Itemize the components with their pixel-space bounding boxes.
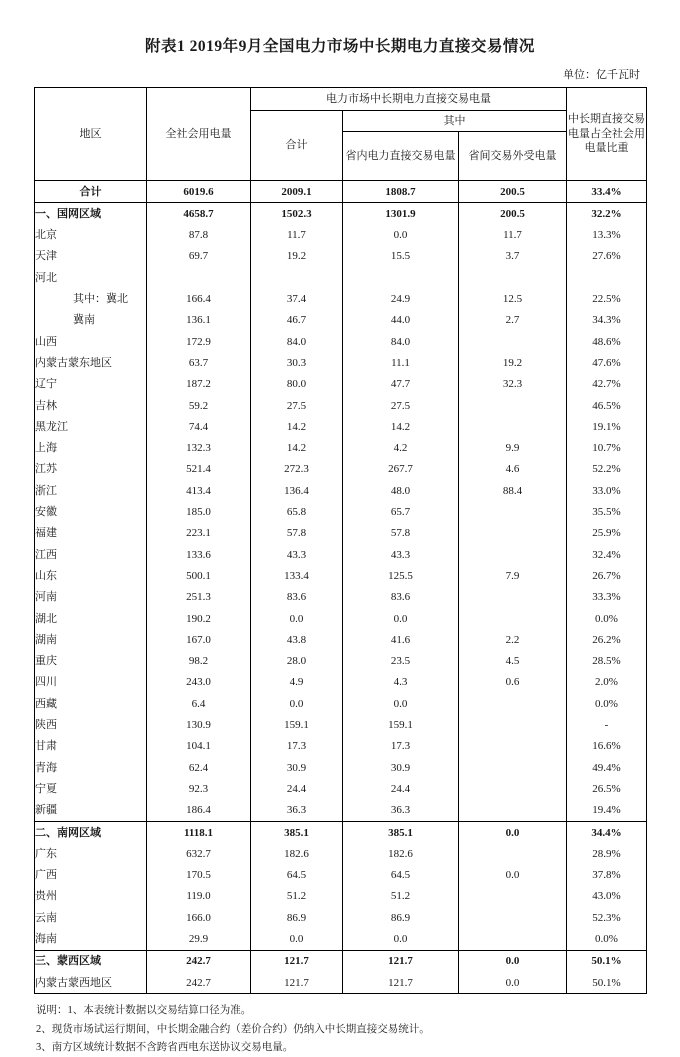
notes-block (34, 1002, 646, 1057)
table-row (35, 438, 647, 459)
row-region-label: 吉林 (35, 395, 147, 416)
row-value-b: 83.6 (251, 587, 343, 608)
row-value-a: 104.1 (147, 736, 251, 757)
row-value-d (459, 778, 567, 799)
row-value-b: 84.0 (251, 331, 343, 352)
table-row (35, 651, 647, 672)
row-value-b: 1502.3 (251, 203, 343, 225)
row-value-b: 43.3 (251, 544, 343, 565)
row-value-b: 121.7 (251, 950, 343, 972)
row-value-c: 36.3 (343, 800, 459, 822)
row-value-b: 11.7 (251, 225, 343, 246)
row-value-e: 42.7% (567, 374, 647, 395)
row-region-label: 二、南网区域 (35, 821, 147, 843)
row-value-b: 14.2 (251, 438, 343, 459)
table-row (35, 693, 647, 714)
data-table (34, 87, 647, 994)
row-value-c: 125.5 (343, 565, 459, 586)
row-value-a: 500.1 (147, 565, 251, 586)
row-value-d (459, 544, 567, 565)
table-row (35, 565, 647, 586)
table-row (35, 459, 647, 480)
row-value-e: 10.7% (567, 438, 647, 459)
row-value-c: 121.7 (343, 972, 459, 994)
row-value-e: 48.6% (567, 331, 647, 352)
row-value-d: 2.7 (459, 310, 567, 331)
row-value-a: 186.4 (147, 800, 251, 822)
table-row (35, 907, 647, 928)
row-region-label: 四川 (35, 672, 147, 693)
row-value-d: 7.9 (459, 565, 567, 586)
row-value-d: 200.5 (459, 203, 567, 225)
row-value-d (459, 886, 567, 907)
row-value-b: 121.7 (251, 972, 343, 994)
row-value-c: 41.6 (343, 629, 459, 650)
table-row (35, 288, 647, 309)
row-value-a: 4658.7 (147, 203, 251, 225)
table-row (35, 480, 647, 501)
row-value-a: 92.3 (147, 778, 251, 799)
row-value-e: 34.3% (567, 310, 647, 331)
row-value-a: 1118.1 (147, 821, 251, 843)
table-row (35, 331, 647, 352)
row-region-label: 内蒙古蒙东地区 (35, 352, 147, 373)
row-value-e: 28.5% (567, 651, 647, 672)
row-value-d (459, 587, 567, 608)
row-value-d: 4.6 (459, 459, 567, 480)
row-value-a: 69.7 (147, 246, 251, 267)
row-value-c: 24.9 (343, 288, 459, 309)
row-value-b: 27.5 (251, 395, 343, 416)
row-value-e: 16.6% (567, 736, 647, 757)
table-row (35, 928, 647, 950)
row-value-e: 2.0% (567, 672, 647, 693)
row-value-a: 6019.6 (147, 181, 251, 203)
row-value-d (459, 331, 567, 352)
row-value-e: 37.8% (567, 865, 647, 886)
row-value-e: 52.3% (567, 907, 647, 928)
row-value-c: 84.0 (343, 331, 459, 352)
row-value-a: 87.8 (147, 225, 251, 246)
row-region-label: 北京 (35, 225, 147, 246)
row-value-d (459, 736, 567, 757)
note-3: 3、南方区域统计数据不含跨省西电东送协议交易电量。 (36, 1042, 294, 1054)
table-row (35, 629, 647, 650)
row-region-label: 重庆 (35, 651, 147, 672)
row-value-a: 98.2 (147, 651, 251, 672)
row-value-d: 200.5 (459, 181, 567, 203)
row-value-d (459, 928, 567, 950)
header-intra-province: 省内电力直接交易电量 (343, 132, 459, 181)
row-region-label: 黑龙江 (35, 416, 147, 437)
row-value-d (459, 907, 567, 928)
row-region-label: 新疆 (35, 800, 147, 822)
table-row (35, 778, 647, 799)
table-row (35, 800, 647, 822)
row-region-label: 浙江 (35, 480, 147, 501)
row-value-e: 43.0% (567, 886, 647, 907)
row-value-b: 46.7 (251, 310, 343, 331)
row-region-label: 甘肃 (35, 736, 147, 757)
row-value-c: 27.5 (343, 395, 459, 416)
row-value-e: - (567, 714, 647, 735)
row-value-d: 0.0 (459, 972, 567, 994)
row-value-a: 172.9 (147, 331, 251, 352)
row-value-d (459, 416, 567, 437)
row-value-e: 34.4% (567, 821, 647, 843)
row-region-label: 合计 (35, 181, 147, 203)
row-region-label: 上海 (35, 438, 147, 459)
row-value-b: 28.0 (251, 651, 343, 672)
row-value-e: 27.6% (567, 246, 647, 267)
row-value-e: 33.4% (567, 181, 647, 203)
row-value-c: 0.0 (343, 225, 459, 246)
row-value-b: 65.8 (251, 501, 343, 522)
row-value-a: 223.1 (147, 523, 251, 544)
row-value-e: 32.2% (567, 203, 647, 225)
header-region: 地区 (35, 88, 147, 181)
row-value-c: 4.2 (343, 438, 459, 459)
row-value-e: 46.5% (567, 395, 647, 416)
row-value-a: 170.5 (147, 865, 251, 886)
table-row (35, 865, 647, 886)
row-value-c: 57.8 (343, 523, 459, 544)
row-region-label: 广西 (35, 865, 147, 886)
row-region-label: 广东 (35, 843, 147, 864)
row-value-c: 47.7 (343, 374, 459, 395)
row-value-b: 182.6 (251, 843, 343, 864)
row-value-b: 385.1 (251, 821, 343, 843)
table-row (35, 267, 647, 288)
row-value-a: 62.4 (147, 757, 251, 778)
row-value-c: 182.6 (343, 843, 459, 864)
row-value-b: 24.4 (251, 778, 343, 799)
unit-label: 单位：亿千瓦时 (563, 69, 640, 81)
row-value-a: 413.4 (147, 480, 251, 501)
row-value-c: 64.5 (343, 865, 459, 886)
row-value-d (459, 395, 567, 416)
table-row (35, 544, 647, 565)
row-region-label: 天津 (35, 246, 147, 267)
row-value-c: 17.3 (343, 736, 459, 757)
row-value-c: 385.1 (343, 821, 459, 843)
table-row (35, 181, 647, 203)
row-value-d: 19.2 (459, 352, 567, 373)
row-value-d: 3.7 (459, 246, 567, 267)
row-value-a: 74.4 (147, 416, 251, 437)
table-row (35, 587, 647, 608)
row-region-label: 三、蒙西区域 (35, 950, 147, 972)
row-value-a: 190.2 (147, 608, 251, 629)
row-value-a: 166.4 (147, 288, 251, 309)
row-value-b: 17.3 (251, 736, 343, 757)
table-row (35, 843, 647, 864)
row-region-label: 河北 (35, 267, 147, 288)
row-value-b: 43.8 (251, 629, 343, 650)
table-row (35, 523, 647, 544)
row-value-e: 26.2% (567, 629, 647, 650)
row-value-a: 521.4 (147, 459, 251, 480)
row-region-label: 内蒙古蒙西地区 (35, 972, 147, 994)
row-value-e: 19.4% (567, 800, 647, 822)
row-value-d: 12.5 (459, 288, 567, 309)
row-value-a: 119.0 (147, 886, 251, 907)
header-total-society: 全社会用电量 (147, 88, 251, 181)
header-subtotal: 合计 (251, 111, 343, 181)
row-value-a: 187.2 (147, 374, 251, 395)
row-value-c: 48.0 (343, 480, 459, 501)
table-row (35, 395, 647, 416)
row-region-label: 江苏 (35, 459, 147, 480)
row-value-a: 130.9 (147, 714, 251, 735)
row-value-e: 25.9% (567, 523, 647, 544)
row-value-e: 35.5% (567, 501, 647, 522)
header-inter-province: 省间交易外受电量 (459, 132, 567, 181)
row-value-c: 0.0 (343, 928, 459, 950)
note-2: 2、现货市场试运行期间，中长期金融合约（差价合约）仍纳入中长期直接交易统计。 (36, 1023, 430, 1035)
row-value-c: 0.0 (343, 608, 459, 629)
row-value-c: 65.7 (343, 501, 459, 522)
row-value-d: 32.3 (459, 374, 567, 395)
row-value-a: 242.7 (147, 972, 251, 994)
row-value-a: 6.4 (147, 693, 251, 714)
row-value-b: 2009.1 (251, 181, 343, 203)
row-region-label: 西藏 (35, 693, 147, 714)
row-value-a: 242.7 (147, 950, 251, 972)
row-value-b: 136.4 (251, 480, 343, 501)
table-row (35, 821, 647, 843)
row-value-c: 24.4 (343, 778, 459, 799)
row-value-e: 32.4% (567, 544, 647, 565)
row-value-b: 272.3 (251, 459, 343, 480)
row-value-c: 51.2 (343, 886, 459, 907)
row-value-d: 0.6 (459, 672, 567, 693)
table-row (35, 672, 647, 693)
row-value-e: 13.3% (567, 225, 647, 246)
row-value-d: 0.0 (459, 865, 567, 886)
note-1: 说明：1、本表统计数据以交易结算口径为准。 (36, 1005, 252, 1017)
row-region-label: 安徽 (35, 501, 147, 522)
row-value-e: 19.1% (567, 416, 647, 437)
header-ratio: 中长期直接交易电量占全社会用电量比重 (567, 88, 647, 181)
row-value-e: 33.3% (567, 587, 647, 608)
table-row (35, 757, 647, 778)
row-value-d: 11.7 (459, 225, 567, 246)
row-region-label: 山东 (35, 565, 147, 586)
row-value-b: 30.3 (251, 352, 343, 373)
row-value-c: 23.5 (343, 651, 459, 672)
row-value-a: 29.9 (147, 928, 251, 950)
row-value-a (147, 267, 251, 288)
row-value-a: 185.0 (147, 501, 251, 522)
row-region-label: 一、国网区域 (35, 203, 147, 225)
row-region-label: 河南 (35, 587, 147, 608)
header-market-group: 电力市场中长期电力直接交易电量 (251, 88, 567, 111)
row-value-a: 132.3 (147, 438, 251, 459)
row-region-label: 辽宁 (35, 374, 147, 395)
row-value-c: 14.2 (343, 416, 459, 437)
row-value-e: 0.0% (567, 693, 647, 714)
row-value-c: 159.1 (343, 714, 459, 735)
row-value-d: 9.9 (459, 438, 567, 459)
row-value-e: 33.0% (567, 480, 647, 501)
row-value-b: 0.0 (251, 928, 343, 950)
table-row (35, 501, 647, 522)
row-value-e: 47.6% (567, 352, 647, 373)
row-value-b: 57.8 (251, 523, 343, 544)
table-header (35, 88, 647, 181)
row-value-a: 133.6 (147, 544, 251, 565)
row-region-label: 贵州 (35, 886, 147, 907)
row-value-d: 88.4 (459, 480, 567, 501)
row-value-d (459, 800, 567, 822)
row-region-label: 湖南 (35, 629, 147, 650)
table-row (35, 736, 647, 757)
row-value-e: 52.2% (567, 459, 647, 480)
row-value-e: 50.1% (567, 972, 647, 994)
row-value-d (459, 843, 567, 864)
row-value-a: 166.0 (147, 907, 251, 928)
row-value-e: 49.4% (567, 757, 647, 778)
row-value-c: 30.9 (343, 757, 459, 778)
row-value-d: 4.5 (459, 651, 567, 672)
table-row (35, 416, 647, 437)
row-value-e: 50.1% (567, 950, 647, 972)
row-value-e: 26.5% (567, 778, 647, 799)
row-region-label: 青海 (35, 757, 147, 778)
table-row (35, 972, 647, 994)
row-value-c: 15.5 (343, 246, 459, 267)
row-value-b: 80.0 (251, 374, 343, 395)
row-region-label: 山西 (35, 331, 147, 352)
table-body (35, 181, 647, 994)
row-value-c: 0.0 (343, 693, 459, 714)
row-value-b: 133.4 (251, 565, 343, 586)
row-value-b: 86.9 (251, 907, 343, 928)
row-value-c: 1301.9 (343, 203, 459, 225)
row-region-label: 冀南 (35, 310, 147, 331)
row-value-b: 64.5 (251, 865, 343, 886)
row-region-label: 其中：冀北 (35, 288, 147, 309)
row-value-d (459, 608, 567, 629)
table-row (35, 950, 647, 972)
table-row (35, 352, 647, 373)
row-value-b (251, 267, 343, 288)
row-value-d (459, 693, 567, 714)
row-value-a: 251.3 (147, 587, 251, 608)
row-value-b: 19.2 (251, 246, 343, 267)
row-region-label: 陕西 (35, 714, 147, 735)
row-value-b: 0.0 (251, 608, 343, 629)
row-value-e (567, 267, 647, 288)
row-value-d (459, 501, 567, 522)
row-value-d (459, 757, 567, 778)
row-value-b: 51.2 (251, 886, 343, 907)
row-value-c: 121.7 (343, 950, 459, 972)
table-row (35, 886, 647, 907)
table-row (35, 203, 647, 225)
row-value-a: 59.2 (147, 395, 251, 416)
row-value-b: 14.2 (251, 416, 343, 437)
row-value-e: 22.5% (567, 288, 647, 309)
row-value-c: 11.1 (343, 352, 459, 373)
row-value-a: 167.0 (147, 629, 251, 650)
header-of-which: 其中 (343, 111, 567, 132)
row-value-b: 4.9 (251, 672, 343, 693)
page-title: 附表1 2019年9月全国电力市场中长期电力直接交易情况 (145, 38, 535, 55)
row-region-label: 福建 (35, 523, 147, 544)
table-row (35, 608, 647, 629)
row-value-c: 1808.7 (343, 181, 459, 203)
row-region-label: 海南 (35, 928, 147, 950)
row-value-d (459, 714, 567, 735)
table-row (35, 374, 647, 395)
row-value-b: 159.1 (251, 714, 343, 735)
row-value-c (343, 267, 459, 288)
row-region-label: 宁夏 (35, 778, 147, 799)
row-value-e: 28.9% (567, 843, 647, 864)
row-region-label: 湖北 (35, 608, 147, 629)
table-row (35, 246, 647, 267)
row-value-b: 37.4 (251, 288, 343, 309)
row-value-e: 26.7% (567, 565, 647, 586)
row-value-c: 44.0 (343, 310, 459, 331)
row-value-d: 2.2 (459, 629, 567, 650)
row-value-d (459, 267, 567, 288)
row-value-d: 0.0 (459, 821, 567, 843)
row-value-b: 36.3 (251, 800, 343, 822)
row-value-c: 83.6 (343, 587, 459, 608)
row-value-a: 63.7 (147, 352, 251, 373)
row-value-a: 632.7 (147, 843, 251, 864)
row-value-c: 43.3 (343, 544, 459, 565)
row-value-d (459, 523, 567, 544)
row-value-a: 136.1 (147, 310, 251, 331)
table-row (35, 225, 647, 246)
row-value-e: 0.0% (567, 928, 647, 950)
row-value-c: 4.3 (343, 672, 459, 693)
row-value-c: 86.9 (343, 907, 459, 928)
row-region-label: 江西 (35, 544, 147, 565)
row-value-e: 0.0% (567, 608, 647, 629)
row-value-a: 243.0 (147, 672, 251, 693)
table-row (35, 310, 647, 331)
row-region-label: 云南 (35, 907, 147, 928)
row-value-c: 267.7 (343, 459, 459, 480)
row-value-d: 0.0 (459, 950, 567, 972)
row-value-b: 30.9 (251, 757, 343, 778)
row-value-b: 0.0 (251, 693, 343, 714)
table-row (35, 714, 647, 735)
